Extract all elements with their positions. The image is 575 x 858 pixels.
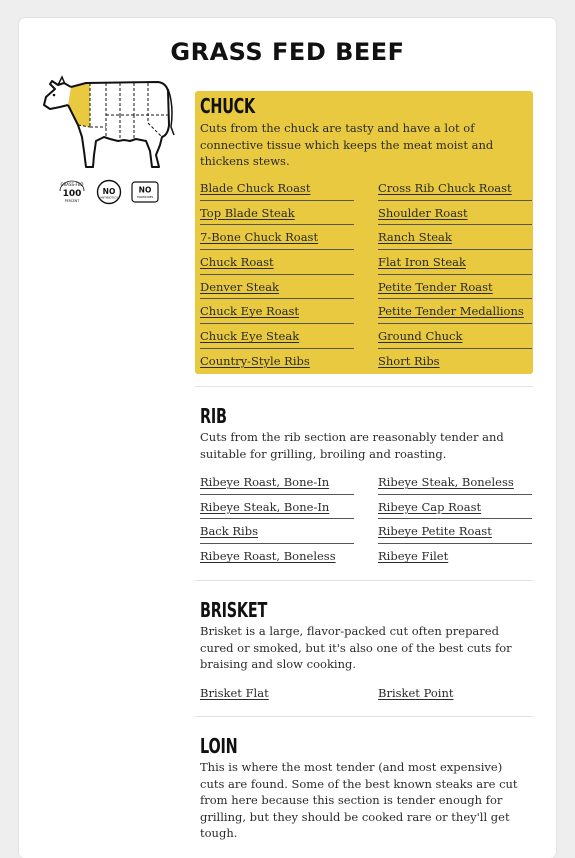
cut-link[interactable]: Ribeye Cap Roast [378,495,532,520]
brisket-section [195,594,533,714]
rib-heading: RIB [200,404,227,428]
no-antibiotics-badge-icon [96,179,122,205]
section-divider [195,386,533,387]
cut-link[interactable]: Denver Steak [200,275,354,300]
brisket-cuts-grid [200,681,532,706]
cut-link[interactable]: Ribeye Steak, Bone-In [200,495,354,520]
badge-hormones-big-text: NO [138,185,152,195]
cut-link[interactable]: Brisket Point [378,686,454,700]
loin-heading: LOIN [200,734,238,758]
cut-link[interactable]: Blade Chuck Roast [200,176,354,201]
badge-hormones-bottom-text: HORMONES [136,195,154,199]
section-divider [195,580,533,581]
brisket-description: Brisket is a large, flavor-packed cut often prepared cured or smoked, but it's also one of the best cuts for braising and slow cooking. [200,624,512,671]
cut-link[interactable]: Ribeye Roast, Bone-In [200,470,354,495]
badge-grass-top-text: GRASS-FED [60,182,84,187]
cut-link[interactable]: Shoulder Roast [378,201,532,226]
cut-link[interactable]: Ribeye Petite Roast [378,519,532,544]
cut-link[interactable]: 7-Bone Chuck Roast [200,225,354,250]
chuck-section [195,91,533,374]
cut-link[interactable]: Brisket Flat [200,686,269,700]
loin-description: This is where the most tender (and most expensive) cuts are found. Some of the best known steaks are cut from here because this section is tender enough for grilling, but they should be cooked rare or they'll get tough. [200,760,518,840]
badges-row [57,178,159,206]
cut-link[interactable]: Chuck Eye Roast [200,299,354,324]
rib-description: Cuts from the rib section are reasonably tender and suitable for grilling, broiling and roasting. [200,430,504,461]
chuck-cuts-grid [200,176,532,374]
badge-grass-bottom-text: PERCENT [64,199,80,203]
cut-link[interactable]: Short Ribs [378,353,440,368]
page-title: GRASS FED BEEF [170,38,405,66]
cut-link[interactable]: Ranch Steak [378,225,532,250]
rib-section [195,400,533,580]
cut-link[interactable]: Top Blade Steak [200,201,354,226]
rib-cuts-grid [200,470,532,569]
chuck-heading: CHUCK [200,94,255,118]
cut-link[interactable]: Ribeye Roast, Boneless [200,549,336,564]
badge-antibiotics-bottom-text: ANTIBIOTICS [100,195,118,200]
cut-link[interactable]: Country-Style Ribs [200,353,310,368]
badge-grass-big-text: 100 [62,189,82,199]
section-divider [195,716,533,717]
cut-link[interactable]: Ground Chuck [378,324,532,349]
cut-link[interactable]: Ribeye Steak, Boneless [378,470,532,495]
badge-antibiotics-big-text: NO [102,187,116,196]
cut-link[interactable]: Petite Tender Medallions [378,299,532,324]
cut-link[interactable]: Petite Tender Roast [378,275,532,300]
cut-link[interactable]: Flat Iron Steak [378,250,532,275]
cut-link[interactable]: Cross Rib Chuck Roast [378,176,532,201]
grass-fed-100-percent-badge-icon [57,179,87,205]
cut-link[interactable]: Chuck Eye Steak [200,324,354,349]
cow-cuts-diagram-icon [38,75,178,173]
cut-link[interactable]: Back Ribs [200,519,354,544]
brisket-heading: BRISKET [200,598,268,622]
chuck-description: Cuts from the chuck are tasty and have a lot of connective tissue which keeps the meat moist and thickens stews. [200,121,494,168]
no-hormones-badge-icon [131,180,159,204]
chuck-highlight [68,83,90,127]
cut-link[interactable]: Chuck Roast [200,250,354,275]
cut-link[interactable]: Ribeye Filet [378,549,449,564]
loin-section [195,730,533,842]
